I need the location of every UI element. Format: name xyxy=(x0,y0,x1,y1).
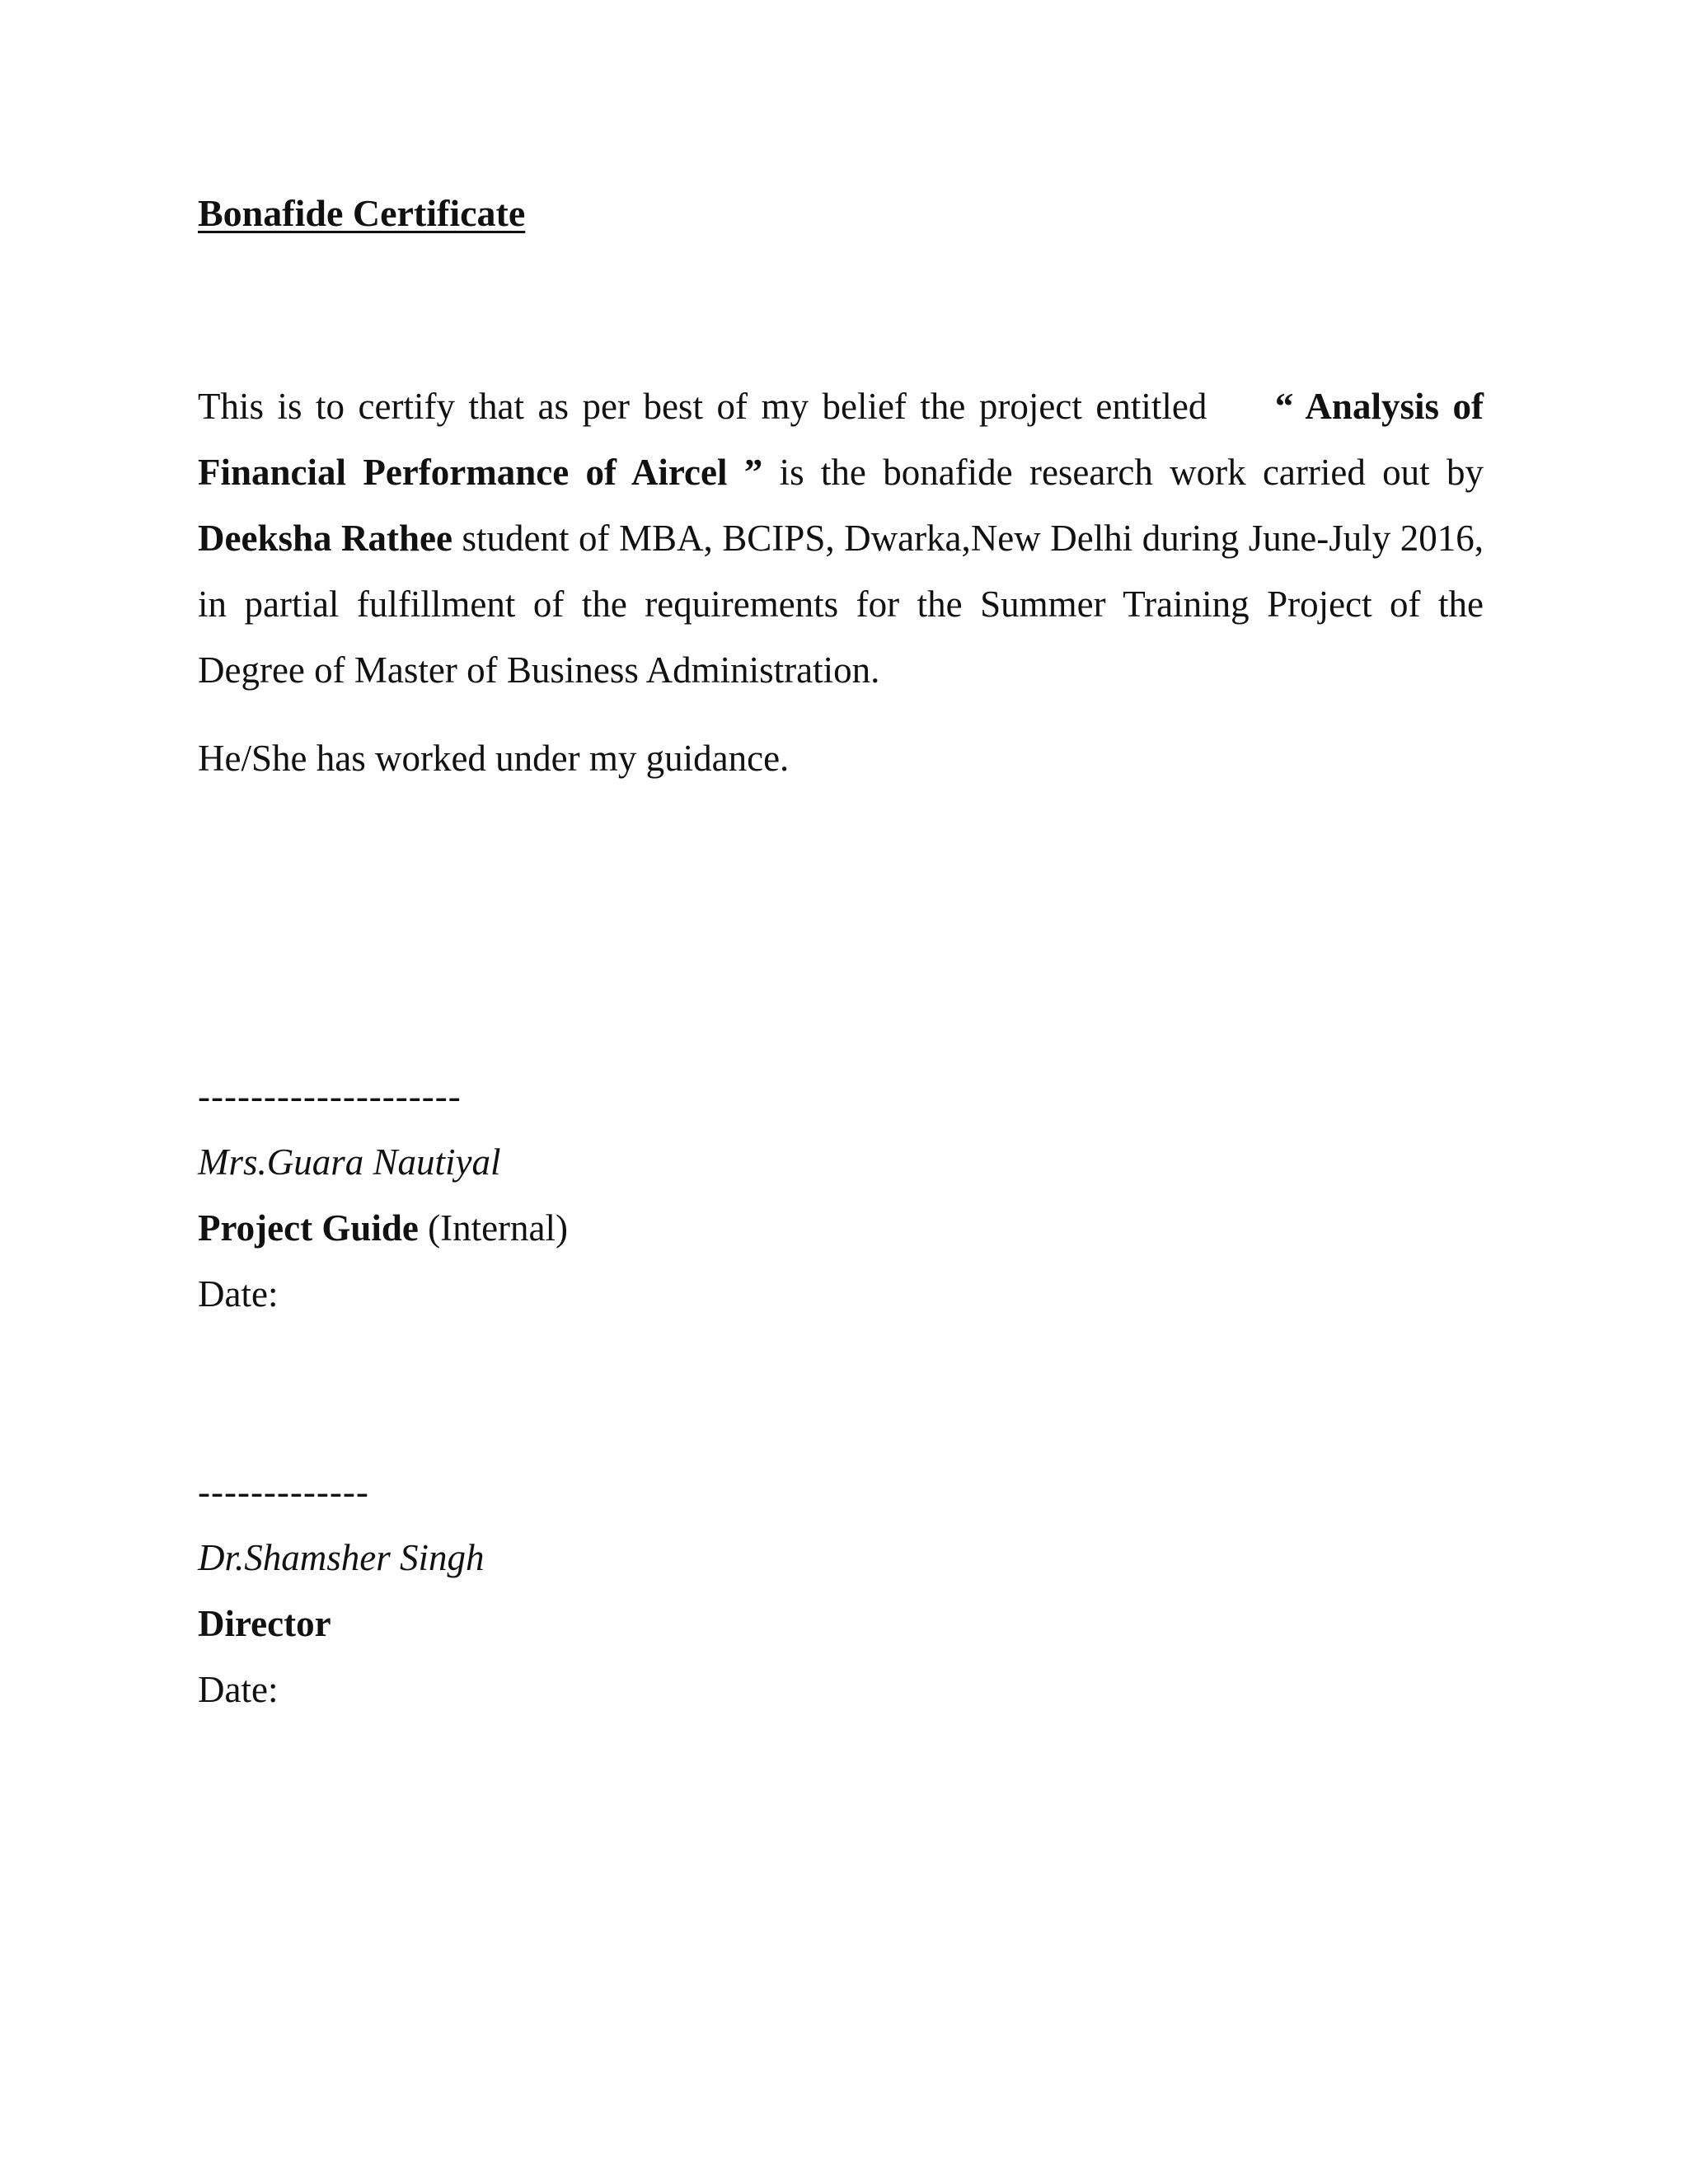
project-title: “ Analysis of Financial Performance of Aircel ” xyxy=(198,386,1484,493)
signature-block-guide xyxy=(198,1063,568,1327)
date-label: Date: xyxy=(198,1273,279,1315)
signatory-name: Mrs.Guara Nautiyal xyxy=(198,1141,501,1183)
certificate-intro: This is to certify that as per best of my belief the project entitled xyxy=(198,386,1207,427)
signatory-name: Dr.Shamsher Singh xyxy=(198,1537,485,1578)
signatory-role: Director xyxy=(198,1603,331,1644)
certificate-mid: is the bonafide research work carried out by xyxy=(762,452,1484,493)
guidance-statement: He/She has worked under my guidance. xyxy=(198,738,790,779)
signature-line: ------------- xyxy=(198,1471,369,1512)
signatory-role-row xyxy=(198,1591,485,1657)
signatory-role-note: (Internal) xyxy=(418,1207,569,1249)
signature-block-director xyxy=(198,1459,485,1722)
page-title: Bonafide Certificate xyxy=(198,192,526,234)
date-label: Date: xyxy=(198,1669,279,1710)
signature-line: -------------------- xyxy=(198,1076,462,1117)
certificate-paragraph xyxy=(198,373,1484,703)
certificate-details: student of MBA, BCIPS, Dwarka,New Delhi during June-July 2016, in partial fulfillment of the requirements for the Summer Training Project of the Degree of Master of Business Administration. xyxy=(198,518,1484,691)
student-name: Deeksha Rathee xyxy=(198,518,452,559)
signatory-role-row xyxy=(198,1195,568,1261)
signatory-role: Project Guide xyxy=(198,1207,419,1249)
